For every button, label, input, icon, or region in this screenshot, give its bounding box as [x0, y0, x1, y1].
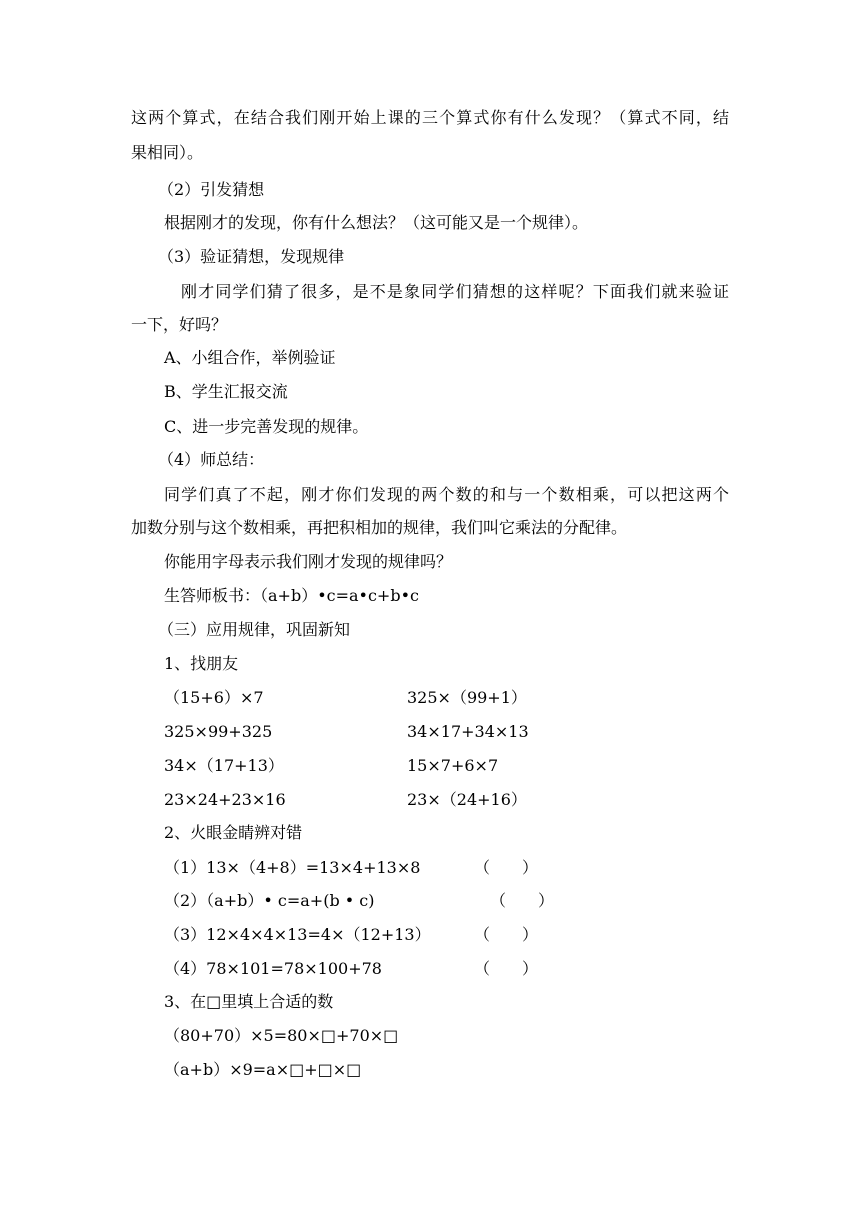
- expression-right: 325×（99+1）: [407, 688, 527, 707]
- section-heading: （2）引发猜想: [158, 180, 265, 199]
- section-heading: （3）验证猜想，发现规律: [158, 247, 345, 266]
- expression-left: 325×99+325: [164, 722, 273, 741]
- exercise-title: 2、火眼金睛辨对错: [164, 823, 303, 842]
- paragraph-line: 一下，好吗？: [131, 315, 228, 334]
- expression-left: （15+6）×7: [164, 688, 264, 707]
- section-heading: （4）师总结：: [158, 450, 265, 469]
- answer-bracket: （ ）: [490, 891, 555, 910]
- expression-right: 15×7+6×7: [407, 756, 499, 775]
- expression-right: 23×（24+16）: [407, 790, 527, 809]
- answer-bracket: （ ）: [474, 858, 539, 877]
- expression-left: 34×（17+13）: [164, 756, 284, 775]
- fill-blank-expression: （a+b）×9=a×□+□×□: [164, 1060, 362, 1079]
- paragraph-line: 刚才同学们猜了很多，是不是象同学们猜想的这样呢？下面我们就来验证: [181, 282, 729, 301]
- list-item: A、小组合作，举例验证: [164, 348, 336, 367]
- answer-bracket: （ ）: [474, 925, 539, 944]
- fill-blank-expression: （80+70）×5=80×□+70×□: [164, 1026, 399, 1045]
- paragraph-line: 根据刚才的发现，你有什么想法？（这可能又是一个规律）。: [164, 213, 589, 232]
- section-heading: （三）应用规律，巩固新知: [158, 620, 351, 639]
- paragraph-line: 这两个算式，在结合我们刚开始上课的三个算式你有什么发现？（算式不同，结: [131, 108, 729, 127]
- formula-line: 生答师板书：（a+b）•c=a•c+b•c: [164, 586, 419, 605]
- list-item: C、进一步完善发现的规律。: [164, 417, 369, 436]
- judgement-expression: （4）78×101=78×100+78: [164, 959, 382, 978]
- exercise-title: 3、在□里填上合适的数: [164, 992, 334, 1011]
- paragraph-line: 加数分别与这个数相乘，再把积相加的规律，我们叫它乘法的分配律。: [131, 518, 628, 537]
- paragraph-line: 你能用字母表示我们刚才发现的规律吗？: [164, 552, 453, 571]
- paragraph-line: 果相同）。: [131, 143, 204, 162]
- answer-bracket: （ ）: [474, 959, 539, 978]
- expression-right: 34×17+34×13: [407, 722, 529, 741]
- list-item: B、学生汇报交流: [164, 382, 288, 401]
- expression-left: 23×24+23×16: [164, 790, 286, 809]
- judgement-expression: （1）13×（4+8）=13×4+13×8: [164, 858, 421, 877]
- exercise-title: 1、找朋友: [164, 654, 239, 673]
- judgement-expression: （3）12×4×4×13=4×（12+13）: [164, 925, 431, 944]
- paragraph-line: 同学们真了不起，刚才你们发现的两个数的和与一个数相乘，可以把这两个: [164, 485, 729, 504]
- judgement-expression: （2）（a+b）• c=a+(b • c): [164, 891, 375, 910]
